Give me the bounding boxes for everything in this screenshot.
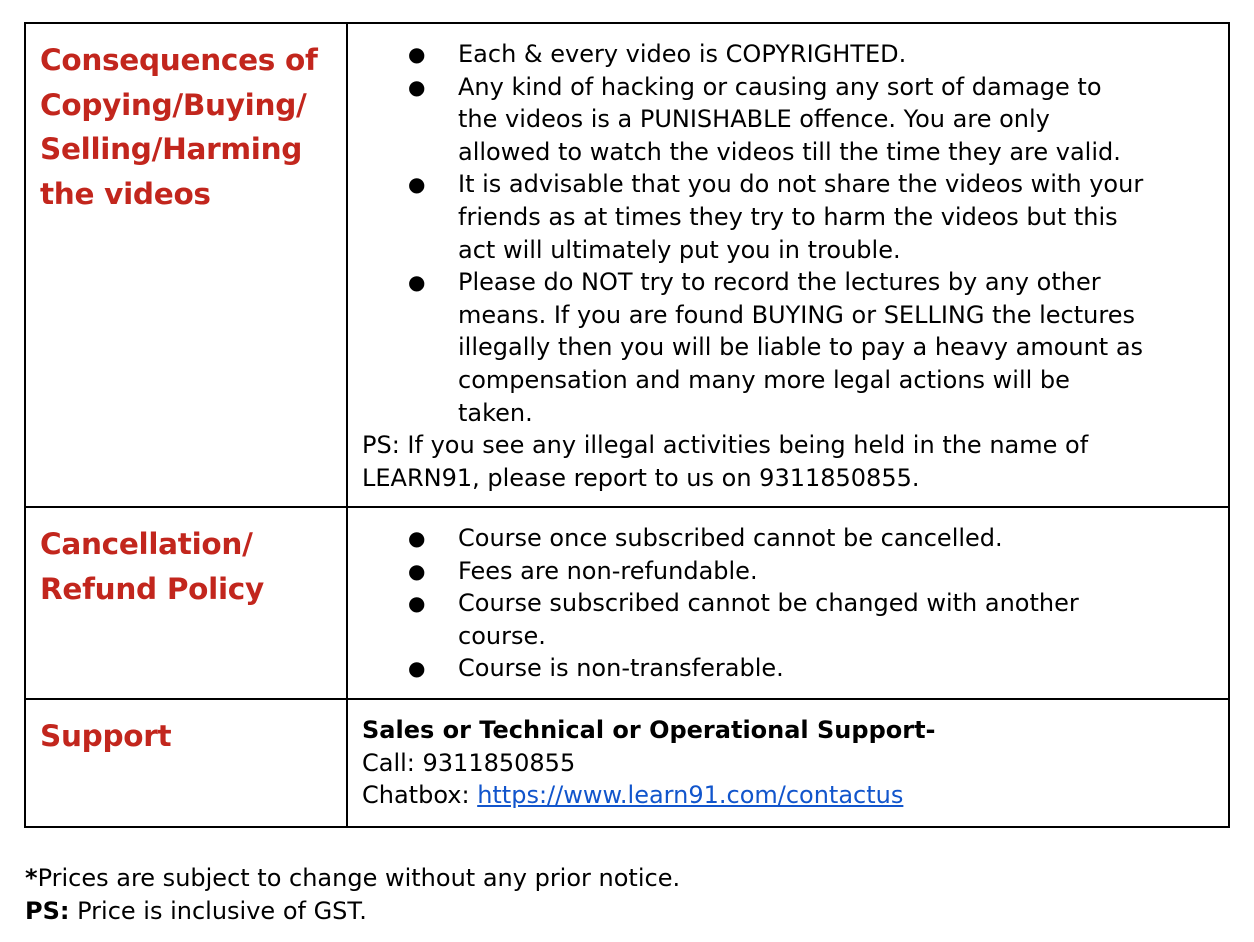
price-notice-text: Prices are subject to change without any prior notice. xyxy=(37,864,681,892)
list-item: ● Course once subscribed cannot be cancelled. xyxy=(362,522,1214,555)
bullet-icon: ● xyxy=(408,591,426,616)
report-note: PS: If you see any illegal activities being held in the name of LEARN91, please report to us on 9311850855. xyxy=(362,431,1089,492)
row-heading-cell xyxy=(25,23,347,507)
row-body-cell xyxy=(347,507,1229,699)
list-item: ● Course is non-transferable. xyxy=(362,652,1214,685)
table-row xyxy=(25,23,1229,507)
gst-notice xyxy=(25,895,680,928)
bullet-icon: ● xyxy=(408,42,426,66)
bullet-icon: ● xyxy=(408,526,426,550)
bullet-icon: ● xyxy=(408,270,426,295)
row-body-cell xyxy=(347,23,1229,507)
support-chatbox xyxy=(362,779,1214,812)
bullet-icon: ● xyxy=(408,74,426,99)
asterisk: * xyxy=(25,864,38,892)
table-row xyxy=(25,507,1229,699)
list-item: ● Each & every video is COPYRIGHTED. xyxy=(362,38,1214,71)
table-row xyxy=(25,699,1229,827)
bullet-icon: ● xyxy=(408,172,426,197)
row-heading: Consequences of Copying/Buying/ Selling/Harming the videos xyxy=(40,43,318,211)
ps-label: PS: xyxy=(25,897,70,925)
footnote xyxy=(25,862,680,928)
row-body-cell xyxy=(347,699,1229,827)
list-item: ● It is advisable that you do not share the videos with your friends as at times they try to harm the videos but this act will ultimately put you in trouble. xyxy=(408,170,1144,264)
support-phone: Call: 9311850855 xyxy=(362,748,576,777)
bullet-list xyxy=(362,522,1214,685)
support-title: Sales or Technical or Operational Support- xyxy=(362,716,936,744)
price-notice xyxy=(25,862,680,895)
row-heading: Support xyxy=(40,719,172,753)
row-heading-cell xyxy=(25,699,347,827)
bullet-icon: ● xyxy=(408,656,426,681)
list-item: ● Please do NOT try to record the lectures by any other means. If you are found BUYING or SELLING the lectures illegally then you will be liable to pay a heavy amount as compensation and many more legal actions will be taken. xyxy=(408,268,1144,427)
contact-us-link[interactable]: https://www.learn91.com/contactus xyxy=(477,781,904,810)
chatbox-label: Chatbox: xyxy=(362,781,478,810)
bullet-list xyxy=(362,38,1214,429)
list-item: ● Course subscribed cannot be changed with another course. xyxy=(408,589,1079,650)
list-item: ● Any kind of hacking or causing any sort of damage to the videos is a PUNISHABLE offence. You are only allowed to watch the videos till the time they are valid. xyxy=(408,72,1121,166)
row-heading-cell xyxy=(25,507,347,699)
policy-table xyxy=(24,22,1230,828)
support-details xyxy=(348,700,1228,822)
row-heading: Cancellation/ Refund Policy xyxy=(40,527,264,606)
list-item: ● Fees are non-refundable. xyxy=(362,555,1214,588)
bullet-icon: ● xyxy=(408,558,426,583)
gst-notice-text: Price is inclusive of GST. xyxy=(69,897,367,925)
